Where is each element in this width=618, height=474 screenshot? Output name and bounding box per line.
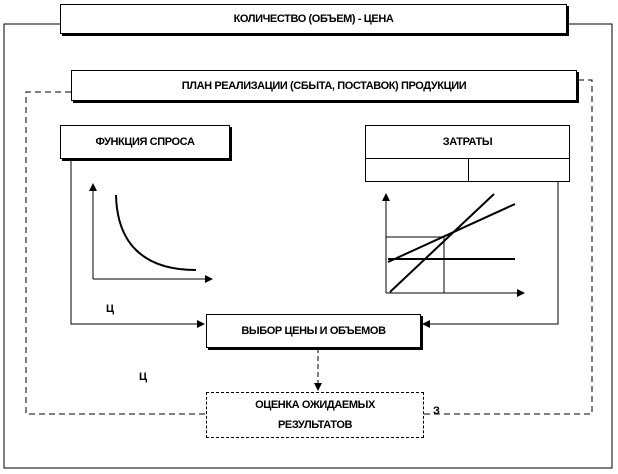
revenue-line xyxy=(390,194,494,292)
demand-function-title: ФУНКЦИЯ СПРОСА xyxy=(95,136,195,148)
costs-box xyxy=(365,125,570,159)
price-label-lower: Ц xyxy=(139,371,148,383)
expected-results-line-2: РЕЗУЛЬТАТОВ xyxy=(277,419,353,431)
costs-label: З xyxy=(433,405,440,417)
expected-results-text xyxy=(255,395,375,435)
quantity-price-box xyxy=(60,4,567,34)
expected-results-line-1: ОЦЕНКА ОЖИДАЕМЫХ xyxy=(255,399,375,411)
demand-curve xyxy=(116,195,196,270)
price-label-upper: Ц xyxy=(106,303,115,315)
price-volume-choice-title: ВЫБОР ЦЕНЫ И ОБЪЕМОВ xyxy=(241,325,386,337)
price-volume-choice-box xyxy=(206,314,421,348)
quantity-price-title: КОЛИЧЕСТВО (ОБЪЕМ) - ЦЕНА xyxy=(233,13,394,25)
sales-plan-box xyxy=(71,70,577,101)
sales-plan-title: ПЛАН РЕАЛИЗАЦИИ (СБЫТА, ПОСТАВОК) ПРОДУКЦИИ xyxy=(181,79,467,92)
costs-subcells xyxy=(365,158,570,182)
costs-subcell-divider xyxy=(468,159,469,181)
demand-to-choice-arrow xyxy=(71,159,204,324)
costs-title: ЗАТРАТЫ xyxy=(442,136,493,148)
costs-to-choice-arrow xyxy=(423,182,558,324)
demand-function-box xyxy=(60,125,230,159)
costs-chart xyxy=(386,194,524,293)
expected-results-box xyxy=(206,392,424,438)
demand-chart xyxy=(93,184,212,279)
